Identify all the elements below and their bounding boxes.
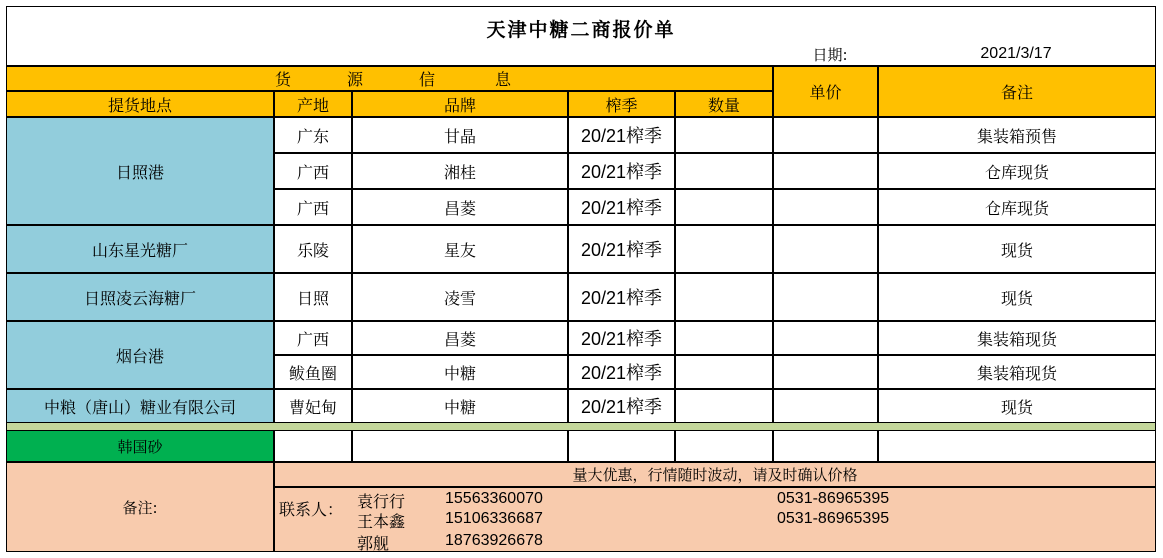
group-header	[6, 66, 773, 91]
row-remark-cell: 集装箱现货	[878, 355, 1156, 389]
row-qty-cell	[675, 389, 773, 423]
table-cell	[274, 430, 352, 462]
row-season-cell: 20/21榨季	[568, 225, 675, 273]
group-header-char: 息	[495, 70, 512, 89]
row-brand-cell: 昌菱	[352, 321, 568, 355]
row-season-cell: 20/21榨季	[568, 321, 675, 355]
row-origin-cell: 曹妃甸	[274, 389, 352, 423]
korea-sugar-label: 韩国砂	[6, 430, 274, 462]
row-origin-cell: 广西	[274, 189, 352, 225]
footer-label: 备注:	[6, 462, 274, 552]
row-price-cell	[773, 321, 878, 355]
group-header-char: 货	[275, 70, 292, 89]
date-value: 2021/3/17	[980, 45, 1052, 62]
contact-name: 王本鑫	[357, 512, 406, 531]
column-header-origin: 产地	[274, 91, 352, 117]
contact-mobile: 15106336687	[445, 510, 543, 527]
row-price-cell	[773, 389, 878, 423]
row-remark-cell: 集装箱预售	[878, 117, 1156, 153]
price-quote-sheet	[6, 6, 1156, 552]
sheet-title: 天津中糖二商报价单	[6, 6, 1156, 66]
row-origin-cell: 日照	[274, 273, 352, 321]
row-qty-cell	[675, 225, 773, 273]
row-qty-cell	[675, 321, 773, 355]
row-price-cell	[773, 153, 878, 189]
contact-phone: 0531-86965395	[777, 490, 890, 507]
row-qty-cell	[675, 153, 773, 189]
footer-contacts	[274, 487, 1156, 552]
contact-phone: 0531-86965395	[777, 510, 890, 527]
row-remark-cell: 仓库现货	[878, 189, 1156, 225]
column-header-price: 单价	[773, 66, 878, 117]
row-remark-cell: 集装箱现货	[878, 321, 1156, 355]
group-header-char: 信	[419, 70, 436, 89]
row-remark-cell: 现货	[878, 389, 1156, 423]
row-brand-cell: 昌菱	[352, 189, 568, 225]
date-label: 日期:	[812, 45, 848, 64]
contact-label: 联系人：	[279, 500, 344, 519]
row-brand-cell: 中糖	[352, 355, 568, 389]
contact-mobile: 15563360070	[445, 490, 543, 507]
footer-notice: 量大优惠，行情随时波动，请及时确认价格	[274, 462, 1156, 487]
row-brand-cell: 凌雪	[352, 273, 568, 321]
location-cell: 山东星光糖厂	[6, 225, 274, 273]
row-remark-cell: 现货	[878, 273, 1156, 321]
row-season-cell: 20/21榨季	[568, 189, 675, 225]
row-qty-cell	[675, 117, 773, 153]
row-season-cell: 20/21榨季	[568, 117, 675, 153]
row-qty-cell	[675, 189, 773, 225]
location-cell: 日照港	[6, 117, 274, 225]
row-qty-cell	[675, 273, 773, 321]
row-remark-cell: 现货	[878, 225, 1156, 273]
table-cell	[352, 430, 568, 462]
column-header-remark: 备注	[878, 66, 1156, 117]
row-origin-cell: 广西	[274, 321, 352, 355]
row-qty-cell	[675, 355, 773, 389]
row-brand-cell: 星友	[352, 225, 568, 273]
row-season-cell: 20/21榨季	[568, 389, 675, 423]
row-price-cell	[773, 189, 878, 225]
table-cell	[568, 430, 675, 462]
row-price-cell	[773, 355, 878, 389]
row-origin-cell: 广东	[274, 117, 352, 153]
column-header-qty: 数量	[675, 91, 773, 117]
contact-mobile: 18763926678	[445, 532, 543, 549]
row-price-cell	[773, 273, 878, 321]
table-cell	[773, 430, 878, 462]
row-season-cell: 20/21榨季	[568, 153, 675, 189]
table-cell	[878, 430, 1156, 462]
row-price-cell	[773, 225, 878, 273]
row-brand-cell: 甘晶	[352, 117, 568, 153]
column-header-brand: 品牌	[352, 91, 568, 117]
contact-name: 袁行行	[357, 492, 406, 511]
row-origin-cell: 广西	[274, 153, 352, 189]
row-brand-cell: 中糖	[352, 389, 568, 423]
row-remark-cell: 仓库现货	[878, 153, 1156, 189]
column-header-location: 提货地点	[6, 91, 274, 117]
table-cell	[675, 430, 773, 462]
row-season-cell: 20/21榨季	[568, 355, 675, 389]
location-cell: 中粮（唐山）糖业有限公司	[6, 389, 274, 423]
row-origin-cell: 乐陵	[274, 225, 352, 273]
location-cell: 烟台港	[6, 321, 274, 389]
column-header-season: 榨季	[568, 91, 675, 117]
row-season-cell: 20/21榨季	[568, 273, 675, 321]
row-origin-cell: 鲅鱼圈	[274, 355, 352, 389]
location-cell: 日照凌云海糖厂	[6, 273, 274, 321]
row-price-cell	[773, 117, 878, 153]
group-header-char: 源	[347, 70, 364, 89]
row-separator	[6, 423, 1156, 430]
row-brand-cell: 湘桂	[352, 153, 568, 189]
contact-name: 郭舰	[357, 534, 390, 553]
